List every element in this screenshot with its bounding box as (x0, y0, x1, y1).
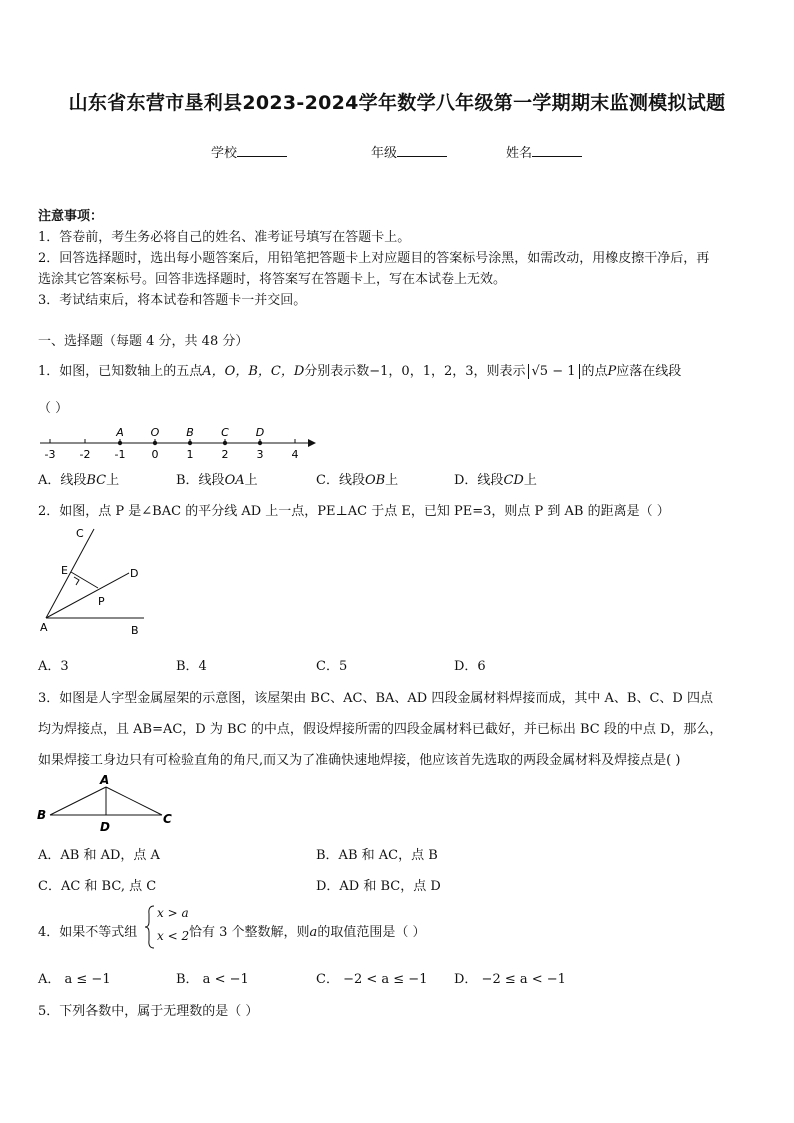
q4-stem-rest (189, 921, 425, 940)
label-b: B (37, 808, 47, 822)
q1-abs-expr: √5 − 1 (528, 364, 580, 379)
q4-ineq-1: x > a (157, 906, 189, 920)
q4-option-a[interactable]: A． a ≤ −1 (38, 972, 111, 987)
name-label: 姓名 (506, 146, 533, 161)
beam-ba (50, 787, 106, 815)
q3-line-3: 如果焊接工身边只有可检验直角的角尺,而又为了准确快速地焊接，他应该首先选取的两段金属材料及焊接点是( ) (38, 753, 681, 768)
q4-option-b[interactable]: B． a < −1 (176, 972, 249, 987)
axis-arrow-icon (308, 439, 316, 447)
q5-stem: 5．下列各数中，属于无理数的是（ ） (38, 1004, 259, 1019)
q2-angle-figure (34, 525, 154, 640)
q1-number-line (36, 424, 316, 464)
axis-point-label: B (186, 426, 194, 439)
label-c: C (163, 812, 172, 826)
section-heading: 一、选择题（每题 4 分，共 48 分） (38, 334, 249, 349)
axis-point-label: C (221, 426, 229, 439)
q1-option-d[interactable]: D．线段CD上 (454, 473, 537, 488)
note-3: 3．考试结束后，将本试卷和答题卡一并交回。 (38, 293, 307, 308)
school-label: 学校 (211, 146, 238, 161)
q4-ineq-2: x < 2 (157, 929, 190, 943)
right-angle-mark (74, 577, 79, 585)
q4-stem-a: 4．如果不等式组 (38, 925, 138, 940)
axis-point (188, 441, 192, 445)
q1-points: A，O，B，C，D (202, 364, 305, 379)
q2-option-d[interactable]: D．6 (454, 659, 486, 674)
school-field (211, 142, 287, 161)
axis-tick-label: 1 (186, 448, 194, 461)
axis-point-label: D (255, 426, 265, 439)
q3-line-2: 均为焊接点，且 AB=AC，D 为 BC 的中点，假设焊接所需的四段金属材料已截好，并已标出 BC 段的中点 D，那么， (38, 722, 723, 737)
axis-point (258, 441, 262, 445)
q3-option-c[interactable]: C．AC 和 BC, 点 C (38, 879, 157, 894)
q2-stem: 2．如图，点 P 是∠BAC 的平分线 AD 上一点，PE⊥AC 于点 E，已知 PE=3，则点 P 到 AB 的距离是（ ） (38, 504, 670, 519)
q1-option-c[interactable]: C．线段OB上 (316, 473, 399, 488)
axis-tick-label: 2 (221, 448, 229, 461)
beam-ac (106, 787, 162, 815)
grade-field (371, 142, 447, 161)
q4-stem-c: 的取值范围是（ ） (317, 925, 426, 940)
q3-option-b[interactable]: B．AB 和 AC，点 B (316, 848, 438, 863)
q1-p: P (607, 364, 617, 379)
axis-tick-label: 3 (256, 448, 264, 461)
q4-option-d[interactable]: D． −2 ≤ a < −1 (454, 972, 566, 987)
q3-line-1: 3．如图是人字型金属屋架的示意图，该屋架由 BC、AC、BA、AD 四段金属材料焊接而成，其中 A、B、C、D 四点 (38, 691, 713, 706)
q3-option-a[interactable]: A．AB 和 AD，点 A (38, 848, 160, 863)
q2-option-a[interactable]: A．3 (38, 659, 69, 674)
label-p: P (98, 595, 105, 608)
perpendicular-pe (71, 572, 98, 588)
q4-stem-b: 恰有 3 个整数解，则 (189, 925, 310, 940)
q1-stem-d: 应落在线段 (616, 364, 682, 379)
q1-option-b[interactable]: B．线段OA上 (176, 473, 258, 488)
q1-option-a[interactable]: A．线段BC上 (38, 473, 120, 488)
q2-option-c[interactable]: C．5 (316, 659, 348, 674)
axis-tick-label: -3 (44, 448, 56, 461)
q4-var-a: a (309, 925, 318, 940)
label-d: D (130, 567, 139, 580)
q4-brace-icon (144, 904, 156, 950)
axis-tick-label: -1 (114, 448, 126, 461)
label-c: C (76, 527, 84, 540)
label-a: A (100, 773, 110, 787)
name-field (506, 142, 582, 161)
q1-stem-a: 1．如图，已知数轴上的五点 (38, 364, 203, 379)
q1-paren: （ ） (38, 401, 69, 416)
q1-stem (38, 360, 681, 379)
q2-option-b[interactable]: B．4 (176, 659, 207, 674)
q3-roof-figure (34, 773, 179, 835)
label-d: D (100, 820, 110, 834)
note-2b: 选涂其它答案标号。回答非选择题时，将答案写在答题卡上，写在本试卷上无效。 (38, 272, 507, 287)
note-2a: 2．回答选择题时，选出每小题答案后，用铅笔把答题卡上对应题目的答案标号涂黑，如需改动，用橡皮擦干净后，再 (38, 251, 710, 266)
axis-tick-label: 0 (151, 448, 159, 461)
grade-label: 年级 (371, 146, 398, 161)
q1-stem-c: 的点 (581, 364, 608, 379)
note-1: 1．答卷前，考生务必将自己的姓名、准考证号填写在答题卡上。 (38, 230, 411, 245)
label-b: B (131, 624, 139, 637)
axis-point (153, 441, 157, 445)
axis-tick-label: 4 (291, 448, 299, 461)
page-title: 山东省东营市垦利县2023-2024学年数学八年级第一学期期末监测模拟试题 (68, 92, 726, 114)
q4-option-c[interactable]: C． −2 < a ≤ −1 (316, 972, 428, 987)
axis-point (223, 441, 227, 445)
label-e: E (61, 564, 68, 577)
axis-point-label: A (116, 426, 124, 439)
q1-stem-b: 分别表示数−1，0，1，2，3，则表示 (304, 364, 526, 379)
q3-option-d[interactable]: D．AD 和 BC，点 D (316, 879, 441, 894)
axis-tick-label: -2 (79, 448, 91, 461)
label-a: A (40, 621, 48, 634)
axis-point-label: O (150, 426, 160, 439)
notes-heading: 注意事项： (38, 209, 104, 224)
axis-point (118, 441, 122, 445)
